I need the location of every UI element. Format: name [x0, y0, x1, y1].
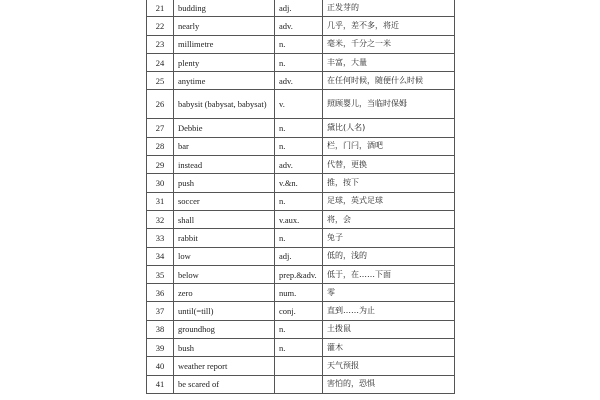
row-number: 35: [147, 265, 174, 283]
word-cell: anytime: [174, 72, 275, 90]
meaning-cell: 低的，浅的: [323, 247, 455, 265]
table-row: [147, 284, 455, 302]
table-row: [147, 339, 455, 357]
table-row: [147, 192, 455, 210]
meaning-cell: 灌木: [323, 339, 455, 357]
row-number: 31: [147, 192, 174, 210]
part-of-speech-cell: n.: [275, 137, 323, 155]
word-cell: push: [174, 174, 275, 192]
table-row: [147, 375, 455, 393]
table-row: [147, 210, 455, 228]
table-row: [147, 0, 455, 17]
row-number: 33: [147, 229, 174, 247]
table-row: [147, 156, 455, 174]
meaning-cell: 黛比(人名): [323, 119, 455, 137]
table-row: [147, 320, 455, 338]
table-row: [147, 53, 455, 71]
word-cell: instead: [174, 156, 275, 174]
table-row: [147, 90, 455, 119]
meaning-cell: 正发芽的: [323, 0, 455, 17]
meaning-cell: 推，按下: [323, 174, 455, 192]
word-cell: be scared of: [174, 375, 275, 393]
row-number: 27: [147, 119, 174, 137]
part-of-speech-cell: n.: [275, 320, 323, 338]
word-cell: below: [174, 265, 275, 283]
meaning-cell: 兔子: [323, 229, 455, 247]
table-row: [147, 302, 455, 320]
word-cell: bush: [174, 339, 275, 357]
part-of-speech-cell: n.: [275, 229, 323, 247]
meaning-cell: 代替，更换: [323, 156, 455, 174]
part-of-speech-cell: [275, 357, 323, 375]
meaning-cell: 在任何时候，随便什么时候: [323, 72, 455, 90]
word-cell: nearly: [174, 17, 275, 35]
meaning-cell: 将，会: [323, 210, 455, 228]
part-of-speech-cell: adj.: [275, 0, 323, 17]
meaning-cell: 几乎，差不多，将近: [323, 17, 455, 35]
meaning-cell: 害怕的，恐惧: [323, 375, 455, 393]
meaning-cell: 栏，门闩，酒吧: [323, 137, 455, 155]
table-row: [147, 119, 455, 137]
word-cell: groundhog: [174, 320, 275, 338]
part-of-speech-cell: prep.&adv.: [275, 265, 323, 283]
word-cell: until(=till): [174, 302, 275, 320]
meaning-cell: 零: [323, 284, 455, 302]
row-number: 34: [147, 247, 174, 265]
row-number: 37: [147, 302, 174, 320]
word-cell: bar: [174, 137, 275, 155]
part-of-speech-cell: adv.: [275, 156, 323, 174]
word-cell: plenty: [174, 53, 275, 71]
meaning-cell: 直到……为止: [323, 302, 455, 320]
row-number: 28: [147, 137, 174, 155]
part-of-speech-cell: n.: [275, 53, 323, 71]
meaning-cell: 毫米，千分之一米: [323, 35, 455, 53]
table-row: [147, 247, 455, 265]
row-number: 39: [147, 339, 174, 357]
word-cell: babysit (babysat, babysat): [174, 90, 275, 119]
word-cell: zero: [174, 284, 275, 302]
part-of-speech-cell: adv.: [275, 17, 323, 35]
word-cell: rabbit: [174, 229, 275, 247]
part-of-speech-cell: [275, 375, 323, 393]
row-number: 41: [147, 375, 174, 393]
table-row: [147, 265, 455, 283]
meaning-cell: 照顾婴儿，当临时保姆: [323, 90, 455, 119]
table-row: [147, 72, 455, 90]
table-row: [147, 174, 455, 192]
row-number: 26: [147, 90, 174, 119]
row-number: 36: [147, 284, 174, 302]
word-cell: shall: [174, 210, 275, 228]
row-number: 23: [147, 35, 174, 53]
table-row: [147, 35, 455, 53]
meaning-cell: 土拨鼠: [323, 320, 455, 338]
part-of-speech-cell: n.: [275, 192, 323, 210]
row-number: 32: [147, 210, 174, 228]
meaning-cell: 低于，在……下面: [323, 265, 455, 283]
part-of-speech-cell: adv.: [275, 72, 323, 90]
row-number: 24: [147, 53, 174, 71]
word-cell: millimetre: [174, 35, 275, 53]
word-cell: budding: [174, 0, 275, 17]
row-number: 25: [147, 72, 174, 90]
row-number: 30: [147, 174, 174, 192]
part-of-speech-cell: v.aux.: [275, 210, 323, 228]
row-number: 22: [147, 17, 174, 35]
meaning-cell: 丰富，大量: [323, 53, 455, 71]
word-cell: low: [174, 247, 275, 265]
vocabulary-table: [146, 0, 455, 394]
part-of-speech-cell: n.: [275, 339, 323, 357]
word-cell: weather report: [174, 357, 275, 375]
part-of-speech-cell: n.: [275, 35, 323, 53]
part-of-speech-cell: v.: [275, 90, 323, 119]
table-row: [147, 357, 455, 375]
word-cell: Debbie: [174, 119, 275, 137]
meaning-cell: 天气预报: [323, 357, 455, 375]
table-row: [147, 229, 455, 247]
meaning-cell: 足球，英式足球: [323, 192, 455, 210]
part-of-speech-cell: n.: [275, 119, 323, 137]
row-number: 38: [147, 320, 174, 338]
part-of-speech-cell: adj.: [275, 247, 323, 265]
table-row: [147, 137, 455, 155]
row-number: 40: [147, 357, 174, 375]
part-of-speech-cell: v.&n.: [275, 174, 323, 192]
row-number: 29: [147, 156, 174, 174]
word-cell: soccer: [174, 192, 275, 210]
part-of-speech-cell: num.: [275, 284, 323, 302]
row-number: 21: [147, 0, 174, 17]
part-of-speech-cell: conj.: [275, 302, 323, 320]
table-row: [147, 17, 455, 35]
